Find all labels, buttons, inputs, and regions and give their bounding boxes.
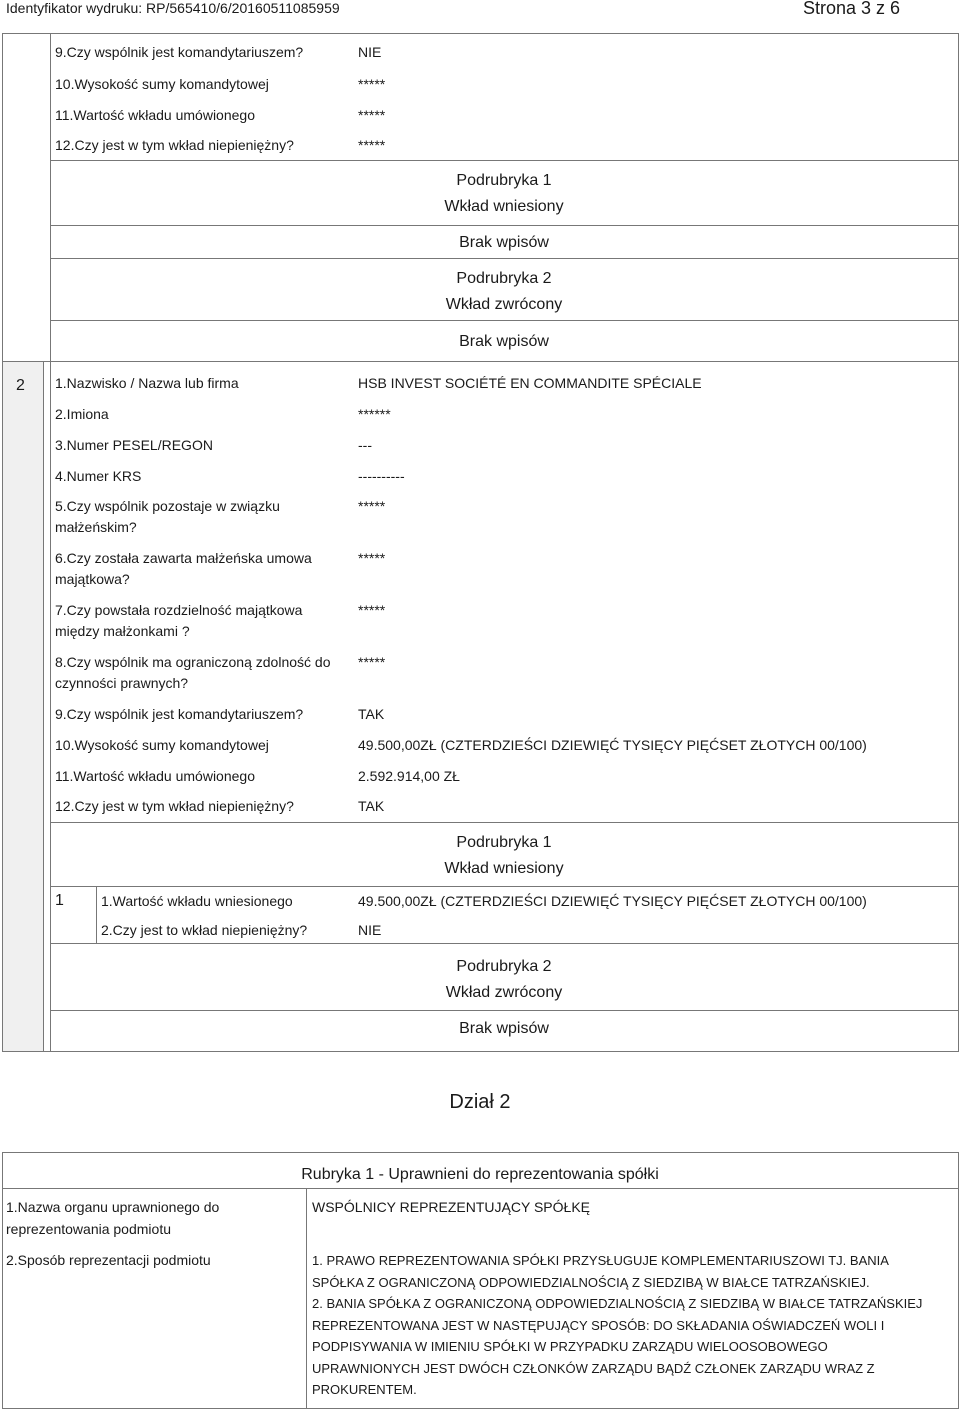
row-value: ****** — [358, 406, 391, 422]
row-label: 4.Numer KRS — [55, 468, 142, 484]
row-label: 9.Czy wspólnik jest komandytariuszem? — [55, 706, 304, 722]
row-value: ---------- — [358, 468, 405, 484]
representation-line: 1. PRAWO REPREZENTOWANIA SPÓŁKI PRZYSŁUGUJE KOMPLEMENTARIUSZOWI TJ. BANIA — [312, 1253, 889, 1268]
row-value: ***** — [358, 602, 386, 618]
row-value: 49.500,00ZŁ (CZTERDZIEŚCI DZIEWIĘĆ TYSIĘCY PIĘĆSET ZŁOTYCH 00/100) — [358, 893, 867, 909]
row-label: 10.Wysokość sumy komandytowej — [55, 76, 269, 92]
subsection-subtitle: Wkład zwrócony — [445, 984, 563, 1001]
partner-number: 2 — [16, 377, 25, 394]
row-value: 2.592.914,00 ZŁ — [358, 768, 460, 784]
subsection-subtitle: Wkład zwrócony — [445, 296, 563, 313]
subsection-title: Podrubryka 1 — [456, 172, 552, 189]
rubric-title: Rubryka 1 - Uprawnieni do reprezentowania spółki — [301, 1166, 659, 1183]
row-label: 8.Czy wspólnik ma ograniczoną zdolność do — [55, 654, 331, 670]
frame-top — [2, 33, 958, 34]
row-value: ***** — [358, 137, 386, 153]
frame-right — [958, 33, 959, 1052]
row-label: 5.Czy wspólnik pozostaje w związku — [55, 498, 280, 514]
row-label: 2.Czy jest to wkład niepieniężny? — [101, 922, 308, 938]
subsection-title: Podrubryka 2 — [456, 958, 552, 975]
row-label: 1.Wartość wkładu wniesionego — [101, 893, 293, 909]
row-value: --- — [358, 437, 372, 453]
row-label: 1.Nazwisko / Nazwa lub firma — [55, 375, 239, 391]
representation-line: PROKURENTEM. — [312, 1382, 417, 1397]
row-label-cont: reprezentowania podmiotu — [6, 1221, 171, 1237]
row-value: ***** — [358, 654, 386, 670]
empty-entries: Brak wpisów — [459, 234, 549, 251]
row-value: 49.500,00ZŁ (CZTERDZIEŚCI DZIEWIĘĆ TYSIĘCY PIĘĆSET ZŁOTYCH 00/100) — [358, 737, 867, 753]
representation-line: REPREZENTOWANA JEST W NASTĘPUJĄCY SPOSÓB: DO SKŁADANIA OŚWIADCZEŃ WOLI I — [312, 1317, 885, 1333]
row-value: TAK — [358, 798, 385, 814]
row-label: 6.Czy została zawarta małżeńska umowa — [55, 550, 312, 566]
empty-entries: Brak wpisów — [459, 1020, 549, 1037]
row-label: 12.Czy jest w tym wkład niepieniężny? — [55, 798, 294, 814]
print-identifier: Identyfikator wydruku: RP/565410/6/20160511085959 — [6, 0, 340, 16]
representation-line: PODPISYWANIA W IMIENIU SPÓŁKI W PRZYPADKU ZARZĄDU WIELOOSOBOWEGO — [312, 1339, 828, 1354]
subsection-subtitle: Wkład wniesiony — [444, 860, 564, 877]
row-value: WSPÓLNICY REPREZENTUJĄCY SPÓŁKĘ — [312, 1199, 590, 1215]
entry-number: 1 — [55, 892, 64, 909]
subsection-title: Podrubryka 1 — [456, 834, 552, 851]
row-label-cont: małżeńskim? — [55, 519, 137, 535]
row-label-cont: między małżonkami ? — [55, 623, 190, 639]
row-label-cont: majątkowa? — [55, 571, 130, 587]
row-value: HSB INVEST SOCIÉTÉ EN COMMANDITE SPÉCIALE — [358, 375, 702, 391]
row-label: 7.Czy powstała rozdzielność majątkowa — [55, 602, 303, 618]
row-value: NIE — [358, 44, 382, 60]
row-label: 11.Wartość wkładu umówionego — [55, 768, 255, 784]
subsection-title: Podrubryka 2 — [456, 270, 552, 287]
row-label: 2.Sposób reprezentacji podmiotu — [6, 1252, 211, 1268]
representation-line: 2. BANIA SPÓŁKA Z OGRANICZONĄ ODPOWIEDZIALNOŚCIĄ Z SIEDZIBĄ W BIAŁCE TATRZAŃSKIEJ — [312, 1296, 923, 1311]
row-label: 12.Czy jest w tym wkład niepieniężny? — [55, 137, 294, 153]
row-label: 11.Wartość wkładu umówionego — [55, 107, 255, 123]
page-number: Strona 3 z 6 — [802, 0, 900, 18]
partner-number-column — [3, 361, 43, 1051]
row-value: NIE — [358, 922, 382, 938]
row-value: ***** — [358, 498, 386, 514]
frame-bottom — [2, 1051, 958, 1052]
row-label: 10.Wysokość sumy komandytowej — [55, 737, 269, 753]
row-label: 3.Numer PESEL/REGON — [55, 437, 213, 453]
row-label-cont: czynności prawnych? — [55, 675, 189, 691]
subsection-subtitle: Wkład wniesiony — [444, 198, 564, 215]
row-label: 2.Imiona — [55, 406, 109, 422]
row-value: ***** — [358, 76, 386, 92]
row-label: 1.Nazwa organu uprawnionego do — [6, 1199, 220, 1215]
row-value: TAK — [358, 706, 385, 722]
representation-line: UPRAWNIONYCH JEST DWÓCH CZŁONKÓW ZARZĄDU BĄDŹ CZŁONEK ZARZĄDU WRAZ Z — [312, 1360, 875, 1376]
section-title: Dział 2 — [449, 1091, 511, 1113]
representation-text — [312, 1250, 922, 1401]
row-value: ***** — [358, 107, 386, 123]
row-label: 9.Czy wspólnik jest komandytariuszem? — [55, 44, 304, 60]
representation-line: SPÓŁKA Z OGRANICZONĄ ODPOWIEDZIALNOŚCIĄ Z SIEDZIBĄ W BIAŁCE TATRZAŃSKIEJ. — [312, 1274, 870, 1290]
row-value: ***** — [358, 550, 386, 566]
empty-entries: Brak wpisów — [459, 333, 549, 350]
